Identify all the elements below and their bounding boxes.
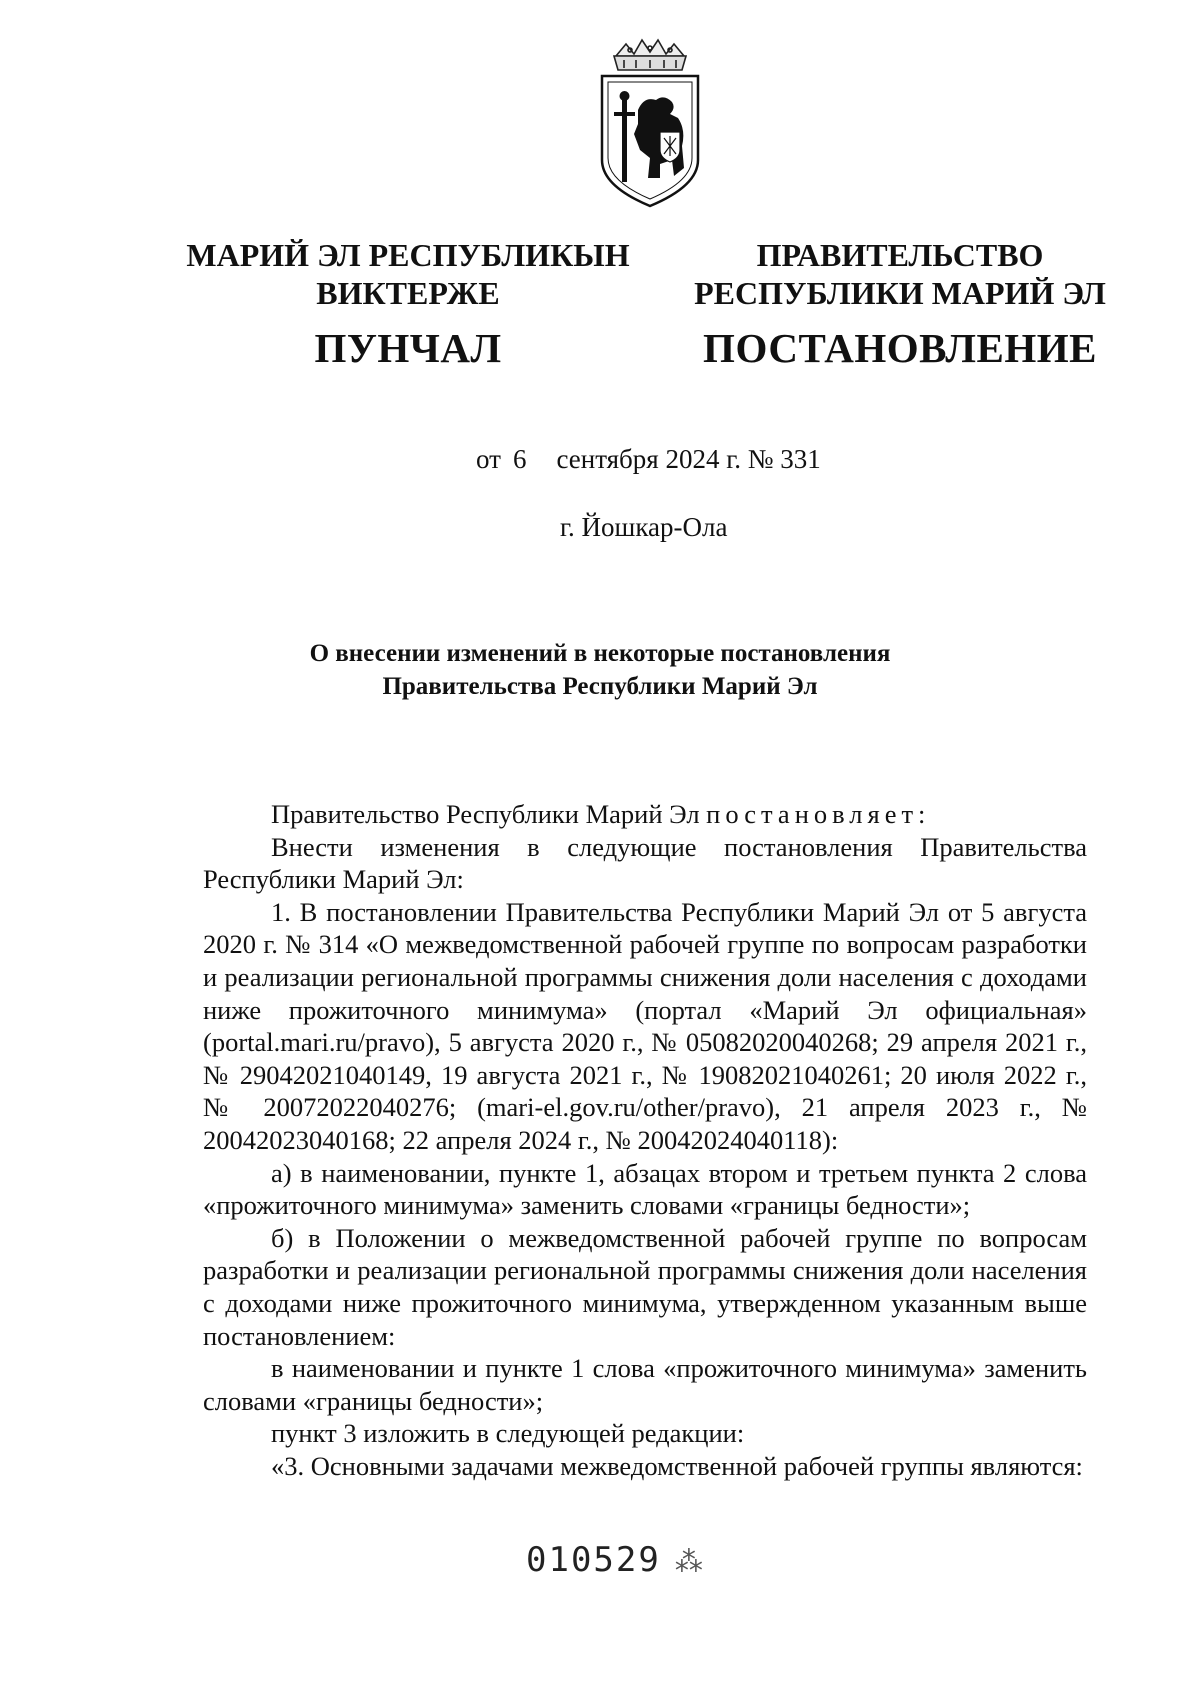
body-paragraph-1 bbox=[203, 798, 1087, 831]
header-left-doc-type: ПУНЧАЛ bbox=[314, 325, 502, 371]
header-right-doc-type: ПОСТАНОВЛЕНИЕ bbox=[703, 325, 1097, 371]
body-paragraph-8: «3. Основными задачами межведомственной рабочей группы являются: bbox=[271, 1450, 1083, 1481]
header-left-mari bbox=[178, 236, 638, 372]
date-day: 6 bbox=[512, 444, 527, 474]
preamble-resolves: постановляет: bbox=[706, 799, 931, 829]
title-line2: Правительства Республики Марий Эл bbox=[382, 673, 818, 700]
body-paragraph-7: пункт 3 изложить в следующей редакции: bbox=[271, 1418, 745, 1449]
header-left-org-line2: ВИКТЕРЖЕ bbox=[316, 275, 500, 311]
document-body bbox=[203, 798, 1087, 1482]
header-right-russian bbox=[680, 236, 1120, 372]
header-left-org-line1: МАРИЙ ЭЛ РЕСПУБЛИКЫН bbox=[186, 237, 630, 273]
city-line: г. Йошкар-Ола bbox=[560, 512, 728, 542]
title-line1: О внесении изменений в некоторые постановления bbox=[309, 640, 891, 667]
serial-number-stamp bbox=[526, 1540, 705, 1580]
serial-mark-icon: ⁂ bbox=[674, 1545, 705, 1578]
date-prefix: от bbox=[476, 444, 501, 474]
document-title bbox=[200, 637, 1000, 703]
header-right-org-line2: РЕСПУБЛИКИ МАРИЙ ЭЛ bbox=[694, 275, 1106, 311]
header-right-org-line1: ПРАВИТЕЛЬСТВО bbox=[756, 237, 1044, 273]
serial-number: 010529 bbox=[526, 1540, 661, 1580]
preamble-text: Правительство Республики Марий Эл bbox=[271, 799, 700, 829]
date-line bbox=[476, 444, 821, 475]
body-paragraph-4: а) в наименовании, пункте 1, абзацах втором и третьем пункта 2 слова «прожиточного минимума» заменить словами «границы бедности»; bbox=[203, 1157, 1087, 1221]
body-paragraph-6: в наименовании и пункте 1 слова «прожиточного минимума» заменить словами «границы бедности»; bbox=[203, 1353, 1087, 1416]
date-rest: сентября 2024 г. № 331 bbox=[556, 444, 821, 474]
body-paragraph-2: Внести изменения в следующие постановления Правительства Республики Марий Эл: bbox=[203, 831, 1087, 895]
body-paragraph-3: 1. В постановлении Правительства Республики Марий Эл от 5 августа 2020 г. № 314 «О межведомственной рабочей группе по вопросам разработки и реализации региональной программы снижения доли населения с доходами ниже прожиточного минимума» (портал «Марий Эл официальная» (portal.mari.ru/pravo), 5 августа 2020 г., № 05082020040268; 29 апреля 2021 г., № 29042021040149, 19 августа 2021 г., № 19082021040261; 20 июля 2022 г., № 20072022040276; (mari-el.gov.ru/other/pravo), 21 апреля 2023 г., № 20042023040168; 22 апреля 2024 г., № 20042024040118): bbox=[203, 896, 1087, 1155]
coat-of-arms-emblem bbox=[594, 38, 706, 213]
body-paragraph-5: б) в Положении о межведомственной рабочей группе по вопросам разработки и реализации региональной программы снижения доли населения с доходами ниже прожиточного минимума, утвержденном указанным выше постановлением: bbox=[203, 1222, 1087, 1351]
